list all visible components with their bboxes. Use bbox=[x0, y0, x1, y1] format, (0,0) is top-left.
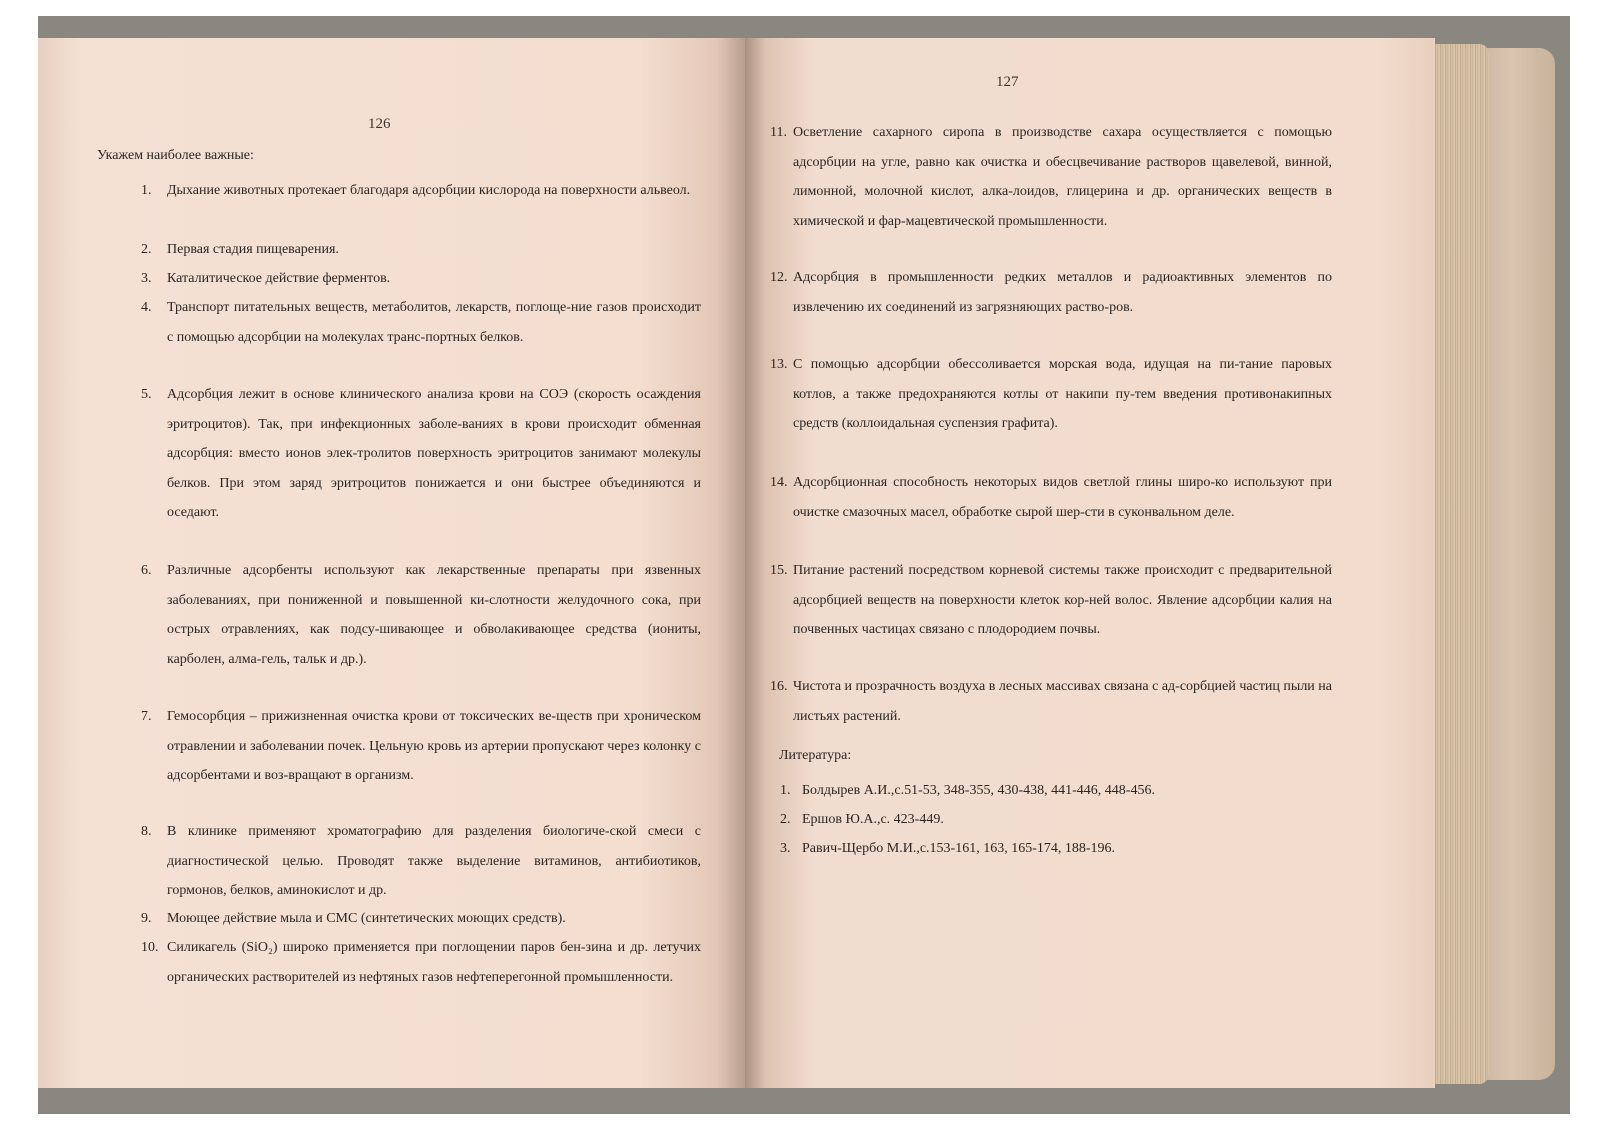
left-page bbox=[38, 38, 745, 1088]
intro-text: Укажем наиболее важные: bbox=[97, 148, 254, 163]
literature-item: 1. Болдырев А.И.,с.51-53, 348-355, 430-438, 441-446, 448-456. bbox=[780, 783, 1155, 798]
list-item: 7. Гемосорбция – прижизненная очистка крови от токсических ве-ществ при хроническом отравлении и заболевании почек. Цельную кровь из артерии пропускают через колонку с адсорбентами и воз-вращают в организм. bbox=[141, 709, 701, 783]
literature-item: 3. Равич-Щербо М.И.,с.153-161, 163, 165-174, 188-196. bbox=[780, 841, 1116, 856]
list-item: 16. Чистота и прозрачность воздуха в лесных массивах связана с ад-сорбцией частиц пыли на листьях растений. bbox=[770, 679, 1332, 724]
literature-item: 2. Ершов Ю.А.,с. 423-449. bbox=[780, 812, 944, 827]
list-item: 8. В клинике применяют хроматографию для разделения биологиче-ской смеси с диагностической целью. Проводят также выделение витаминов, антибиотиков, гормонов, белков, аминокислот и др. bbox=[141, 824, 701, 898]
list-item: 5. Адсорбция лежит в основе клинического анализа крови на СОЭ (скорость осаждения эритроцитов). Так, при инфекционных заболе-ваниях в крови происходит обменная адсорбция: вместо ионов элек-тролитов поверхность эритроцитов занимают молекулы белков. При этом заряд эритроцитов понижается и они быстрее объединяются и оседают. bbox=[141, 387, 701, 520]
book-cover-edge bbox=[1483, 48, 1555, 1080]
list-item: 12. Адсорбция в промышленности редких металлов и радиоактивных элементов по извлечению их соединений из загрязняющих раство-ров. bbox=[770, 270, 1332, 315]
page-stack-edge bbox=[1431, 44, 1489, 1084]
list-item: 1. Дыхание животных протекает благодаря адсорбции кислорода на поверхности альвеол. bbox=[141, 183, 691, 198]
list-item: 3. Каталитическое действие ферментов. bbox=[141, 271, 391, 286]
list-item: 10. Силикагель (SiO₂) широко применяется при поглощении паров бен-зина и др. летучих органических растворителей из нефтяных газов нефтеперегонной промышленности. bbox=[141, 940, 701, 985]
page-number: 127 bbox=[996, 74, 1019, 90]
literature-heading: Литература: bbox=[779, 748, 852, 763]
list-item: 9. Моющее действие мыла и СМС (синтетических моющих средств). bbox=[141, 911, 566, 926]
list-item: 15. Питание растений посредством корневой системы также происходит с предварительной адсорбцией веществ на поверхности клеток кор-ней волос. Явление адсорбции калия на почвенных частицах связано с плодородием почвы. bbox=[770, 563, 1332, 637]
list-item: 13. С помощью адсорбции обессоливается морская вода, идущая на пи-тание паровых котлов, а также предохраняются котлы от накипи пу-тем введения противонакипных средств (коллоидальная суспензия графита). bbox=[770, 357, 1332, 431]
list-item: 6. Различные адсорбенты используют как лекарственные препараты при язвенных заболеваниях, при пониженной и повышенной ки-слотности желудочного сока, при острых отравлениях, как подсу-шивающее и обволакивающее средства (иониты, карболен, алма-гель, тальк и др.). bbox=[141, 563, 701, 667]
list-item: 14. Адсорбционная способность некоторых видов светлой глины широ-ко используют при очистке смазочных масел, обработке сырой шер-сти в суконвальном деле. bbox=[770, 475, 1332, 520]
list-item: 11. Осветление сахарного сиропа в производстве сахара осуществляется с помощью адсорбции на угле, равно как очистка и обесцвечивание растворов щавелевой, винной, лимонной, молочной кислот, алка-лоидов, глицерина и др. органических веществ в химической и фар-мацевтической промышленности. bbox=[770, 125, 1332, 229]
page-number: 126 bbox=[368, 116, 391, 132]
list-item: 2. Первая стадия пищеварения. bbox=[141, 242, 339, 257]
list-item: 4. Транспорт питательных веществ, метаболитов, лекарств, поглоще-ние газов происходит с помощью адсорбции на молекулах транс-портных белков. bbox=[141, 300, 701, 345]
